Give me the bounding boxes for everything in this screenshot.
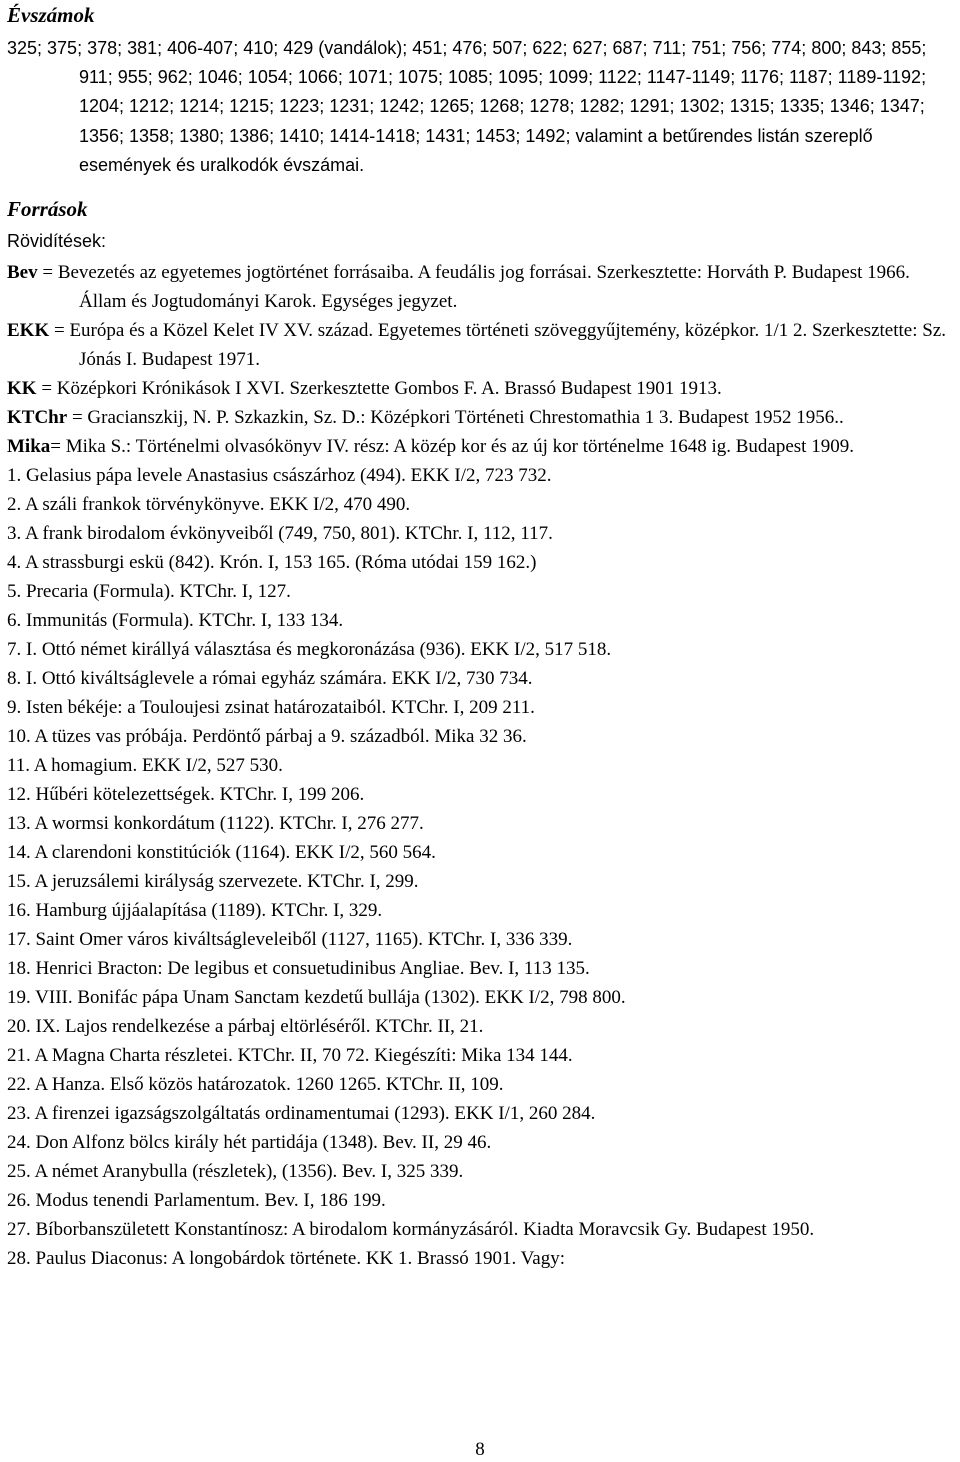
abbreviation-key: Mika — [7, 436, 51, 458]
years-paragraph: 325; 375; 378; 381; 406-407; 410; 429 (vandálok); 451; 476; 507; 622; 627; 687; 711; 751; 756; 774; 800; 843; 855; 911; 955; 962; 1046; 1054; 1066; 1071; 1075; 1085; 1095; 1099; 1122; 1147-1149; 1176; 1187; 1189-1192; 1204; 1212; 1214; 1215; 1223; 1231; 1242; 1265; 1268; 1278; 1282; 1291; 1302; 1315; 1335; 1346; 1347; 1356; 1358; 1380; 1386; 1410; 1414-1418; 1431; 1453; 1492; valamint a betűrendes listán szereplő események és uralkodók évszámai. — [7, 38, 927, 175]
source-item: 19. VIII. Bonifác pápa Unam Sanctam kezdetű bullája (1302). EKK I/2, 798 800. — [7, 987, 626, 1009]
source-item: 8. I. Ottó kiváltságlevele a római egyház számára. EKK I/2, 730 734. — [7, 668, 533, 690]
source-item: 21. A Magna Charta részletei. KTChr. II, 70 72. Kiegészíti: Mika 134 144. — [7, 1045, 573, 1067]
source-item: 23. A firenzei igazságszolgáltatás ordinamentumai (1293). EKK I/1, 260 284. — [7, 1103, 596, 1125]
abbreviation-text: Bevezetés az egyetemes jogtörténet forrásaiba. A feudális jog forrásai. Szerkesztette: Horváth P. Budapest 1966. Állam és Jogtudományi Karok. Egységes jegyzet. — [57, 262, 910, 313]
abbreviation-key: KTChr — [7, 407, 68, 429]
source-item: 7. I. Ottó német királlyá választása és megkoronázása (936). EKK I/2, 517 518. — [7, 639, 612, 661]
source-item: 4. A strassburgi eskü (842). Krón. I, 153 165. (Róma utódai 159 162.) — [7, 552, 537, 574]
source-item: 26. Modus tenendi Parlamentum. Bev. I, 186 199. — [7, 1190, 386, 1212]
abbreviation-key: Bev — [7, 262, 38, 284]
source-item: 15. A jeruzsálemi királyság szervezete. KTChr. I, 299. — [7, 871, 419, 893]
source-item: 22. A Hanza. Első közös határozatok. 1260 1265. KTChr. II, 109. — [7, 1074, 504, 1096]
source-item: 18. Henrici Bracton: De legibus et consuetudinibus Angliae. Bev. I, 113 135. — [7, 958, 590, 980]
abbreviation-separator: = — [67, 407, 88, 429]
abbreviations-label: Rövidítések: — [7, 231, 107, 252]
document-page — [7, 0, 955, 1273]
source-item: 13. A wormsi konkordátum (1122). KTChr. I, 276 277. — [7, 813, 424, 835]
abbreviation-separator: = — [50, 436, 66, 458]
source-item: 10. A tüzes vas próbája. Perdöntő párbaj a 9. századból. Mika 32 36. — [7, 726, 527, 748]
abbreviation-separator: = — [36, 378, 57, 400]
abbreviation-entry — [7, 374, 955, 403]
abbreviation-text: Európa és a Közel Kelet IV XV. század. Egyetemes történeti szöveggyűjtemény, középkor. 1/1 2. Szerkesztette: Sz. Jónás I. Budapest 1971. — [69, 320, 946, 371]
source-item: 2. A száli frankok törvénykönyve. EKK I/2, 470 490. — [7, 494, 411, 516]
page-number: 8 — [475, 1439, 485, 1460]
source-item: 12. Hűbéri kötelezettségek. KTChr. I, 199 206. — [7, 784, 365, 806]
section-heading-sources: Források — [7, 197, 88, 222]
source-item: 14. A clarendoni konstitúciók (1164). EKK I/2, 560 564. — [7, 842, 436, 864]
source-item: 27. Bíborbanszületett Konstantínosz: A birodalom kormányzásáról. Kiadta Moravcsik Gy. Budapest 1950. — [7, 1219, 815, 1241]
abbreviation-key: EKK — [7, 320, 50, 342]
source-item: 3. A frank birodalom évkönyveiből (749, 750, 801). KTChr. I, 112, 117. — [7, 523, 553, 545]
abbreviation-text: Középkori Krónikások I XVI. Szerkesztette Gombos F. A. Brassó Budapest 1901 1913. — [56, 378, 722, 400]
source-list — [7, 461, 955, 1273]
abbreviation-key: KK — [7, 378, 37, 400]
abbreviation-entry — [7, 432, 955, 461]
abbreviation-separator: = — [49, 320, 70, 342]
abbreviation-list — [7, 258, 955, 461]
source-item: 11. A homagium. EKK I/2, 527 530. — [7, 755, 283, 777]
source-item: 28. Paulus Diaconus: A longobárdok története. KK 1. Brassó 1901. Vagy: — [7, 1248, 565, 1270]
abbreviation-entry — [7, 403, 955, 432]
abbreviation-separator: = — [37, 262, 58, 284]
source-item: 20. IX. Lajos rendelkezése a párbaj eltörléséről. KTChr. II, 21. — [7, 1016, 484, 1038]
source-item: 17. Saint Omer város kiváltságleveleiből (1127, 1165). KTChr. I, 336 339. — [7, 929, 573, 951]
source-item: 5. Precaria (Formula). KTChr. I, 127. — [7, 581, 291, 603]
abbreviation-text: Gracianszkij, N. P. Szkazkin, Sz. D.: Középkori Történeti Chrestomathia 1 3. Budapest 1952 1956.. — [87, 407, 844, 429]
source-item: 25. A német Aranybulla (részletek), (1356). Bev. I, 325 339. — [7, 1161, 464, 1183]
section-heading-years: Évszámok — [7, 3, 95, 27]
source-item: 16. Hamburg újjáalapítása (1189). KTChr. I, 329. — [7, 900, 383, 922]
source-item: 9. Isten békéje: a Touloujesi zsinat határozataiból. KTChr. I, 209 211. — [7, 697, 535, 719]
abbreviation-entry — [7, 316, 955, 374]
source-item: 24. Don Alfonz bölcs király hét partidája (1348). Bev. II, 29 46. — [7, 1132, 492, 1154]
source-item: 1. Gelasius pápa levele Anastasius császárhoz (494). EKK I/2, 723 732. — [7, 465, 552, 487]
source-item: 6. Immunitás (Formula). KTChr. I, 133 134. — [7, 610, 344, 632]
abbreviation-entry — [7, 258, 955, 316]
abbreviation-text: Mika S.: Történelmi olvasókönyv IV. rész: A közép kor és az új kor történelme 1648 ig. Budapest 1909. — [65, 436, 854, 458]
